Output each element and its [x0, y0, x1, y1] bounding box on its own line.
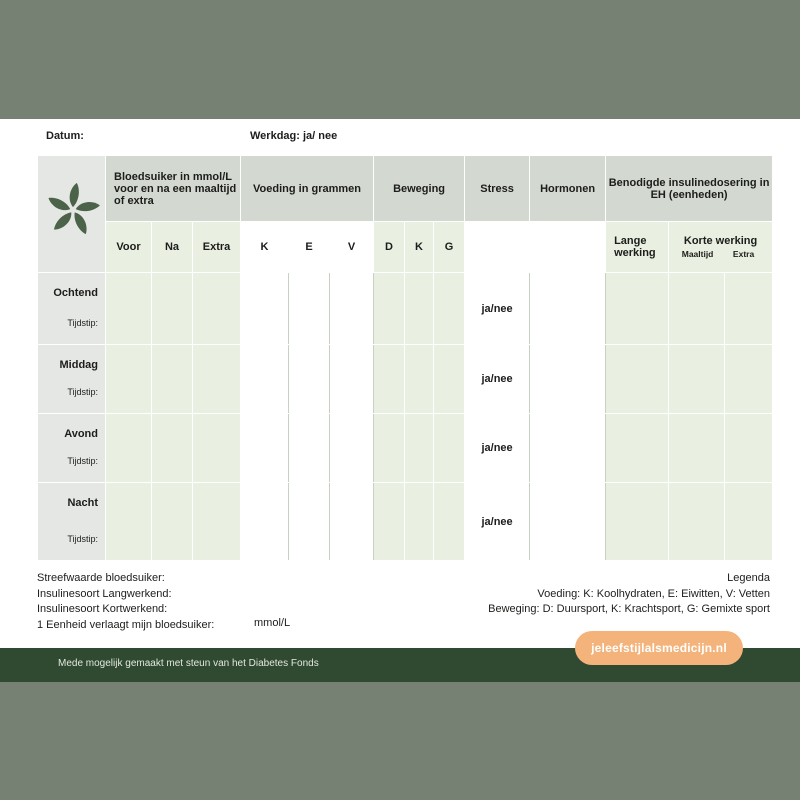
row-label: [38, 414, 106, 483]
subheader-d: D: [374, 222, 405, 273]
cell-stress[interactable]: ja/nee: [465, 483, 530, 561]
table-row: [38, 414, 773, 483]
note-unit: mmol/L: [254, 617, 291, 629]
datum-label: Datum:: [46, 130, 84, 142]
cell-hormonen[interactable]: [530, 483, 606, 561]
cell-k[interactable]: [241, 273, 289, 345]
row-name: Middag: [59, 359, 98, 371]
cell-maaltijd[interactable]: [669, 414, 725, 483]
subheader-stress-empty: [465, 222, 530, 273]
cell-stress[interactable]: ja/nee: [465, 414, 530, 483]
subheader-k: K: [241, 222, 289, 273]
row-label: [38, 345, 106, 414]
cell-korte-extra[interactable]: [725, 345, 773, 414]
cell-stress[interactable]: ja/nee: [465, 273, 530, 345]
cell-beweging-k[interactable]: [405, 483, 434, 561]
subheader-v: V: [330, 222, 374, 273]
cell-na[interactable]: [152, 483, 193, 561]
korte-extra: Extra: [732, 249, 755, 259]
header-beweging: Beweging: [374, 156, 465, 222]
cell-extra[interactable]: [193, 273, 241, 345]
cell-lange[interactable]: [606, 345, 669, 414]
subheader-g: G: [434, 222, 465, 273]
notes-block: [37, 571, 214, 633]
row-tijdstip: Tijdstip:: [67, 387, 98, 397]
legend-title: Legenda: [727, 572, 770, 584]
werkdag-label: Werkdag: ja/ nee: [250, 130, 338, 142]
brand-badge-link[interactable]: jeleefstijlalsmedicijn.nl: [575, 631, 743, 665]
cell-extra[interactable]: [193, 483, 241, 561]
leaf-logo-icon: [44, 181, 102, 239]
cell-d[interactable]: [374, 273, 405, 345]
cell-voor[interactable]: [106, 483, 152, 561]
cell-v[interactable]: [330, 345, 374, 414]
legend-voeding: Voeding: K: Koolhydraten, E: Eiwitten, V: Vetten: [537, 587, 770, 600]
cell-hormonen[interactable]: [530, 345, 606, 414]
row-label: [38, 273, 106, 345]
cell-korte-extra[interactable]: [725, 414, 773, 483]
cell-korte-extra[interactable]: [725, 273, 773, 345]
subheader-hormonen-empty: [530, 222, 606, 273]
cell-na[interactable]: [152, 345, 193, 414]
row-name: Ochtend: [53, 287, 98, 299]
cell-d[interactable]: [374, 345, 405, 414]
cell-k[interactable]: [241, 483, 289, 561]
cell-na[interactable]: [152, 273, 193, 345]
cell-maaltijd[interactable]: [669, 483, 725, 561]
header-bloedsuiker: Bloedsuiker in mmol/L voor en na een maaltijd of extra: [106, 156, 241, 222]
cell-extra[interactable]: [193, 414, 241, 483]
table-row: [38, 483, 773, 561]
cell-lange[interactable]: [606, 273, 669, 345]
row-label: [38, 483, 106, 561]
subheader-na: Na: [152, 222, 193, 273]
cell-g[interactable]: [434, 414, 465, 483]
table-row: [38, 273, 773, 345]
subheader-lange-werking: Lange werking: [606, 222, 669, 273]
row-name: Avond: [64, 428, 98, 440]
note-eenheid: 1 Eenheid verlaagt mijn bloedsuiker:: [37, 618, 215, 631]
cell-maaltijd[interactable]: [669, 345, 725, 414]
cell-k[interactable]: [241, 414, 289, 483]
cell-na[interactable]: [152, 414, 193, 483]
cell-d[interactable]: [374, 414, 405, 483]
cell-e[interactable]: [289, 345, 330, 414]
cell-hormonen[interactable]: [530, 273, 606, 345]
row-tijdstip: Tijdstip:: [67, 534, 98, 544]
cell-g[interactable]: [434, 345, 465, 414]
subheader-beweging-k: K: [405, 222, 434, 273]
legend-block: [488, 571, 770, 618]
footer-credit: Mede mogelijk gemaakt met steun van het Diabetes Fonds: [58, 658, 319, 669]
cell-beweging-k[interactable]: [405, 414, 434, 483]
cell-g[interactable]: [434, 273, 465, 345]
cell-v[interactable]: [330, 273, 374, 345]
cell-lange[interactable]: [606, 414, 669, 483]
header-hormonen: Hormonen: [530, 156, 606, 222]
korte-werking-title: Korte werking: [683, 235, 758, 247]
subheader-korte-werking: [669, 222, 773, 273]
cell-v[interactable]: [330, 483, 374, 561]
header-benodigde: Benodigde insulinedosering in EH (eenheden): [606, 156, 773, 222]
cell-v[interactable]: [330, 414, 374, 483]
table-row: [38, 345, 773, 414]
cell-stress[interactable]: ja/nee: [465, 345, 530, 414]
note-langwerkend: Insulinesoort Langwerkend:: [37, 587, 172, 600]
cell-hormonen[interactable]: [530, 414, 606, 483]
cell-lange[interactable]: [606, 483, 669, 561]
header-voeding: Voeding in grammen: [241, 156, 374, 222]
cell-voor[interactable]: [106, 345, 152, 414]
cell-d[interactable]: [374, 483, 405, 561]
row-tijdstip: Tijdstip:: [67, 318, 98, 328]
cell-k[interactable]: [241, 345, 289, 414]
log-table: [37, 155, 773, 561]
cell-e[interactable]: [289, 483, 330, 561]
subheader-voor: Voor: [106, 222, 152, 273]
cell-e[interactable]: [289, 273, 330, 345]
cell-beweging-k[interactable]: [405, 345, 434, 414]
cell-beweging-k[interactable]: [405, 273, 434, 345]
note-kortwerkend: Insulinesoort Kortwerkend:: [37, 603, 168, 615]
subheader-e: E: [289, 222, 330, 273]
legend-beweging: Beweging: D: Duursport, K: Krachtsport, G: Gemixte sport: [488, 603, 770, 615]
row-tijdstip: Tijdstip:: [67, 456, 98, 466]
note-streefwaarde: Streefwaarde bloedsuiker:: [37, 572, 165, 584]
cell-g[interactable]: [434, 483, 465, 561]
cell-voor[interactable]: [106, 273, 152, 345]
cell-voor[interactable]: [106, 414, 152, 483]
cell-maaltijd[interactable]: [669, 273, 725, 345]
header-stress: Stress: [465, 156, 530, 222]
subheader-extra: Extra: [193, 222, 241, 273]
cell-e[interactable]: [289, 414, 330, 483]
cell-extra[interactable]: [193, 345, 241, 414]
korte-maaltijd: Maaltijd: [681, 249, 714, 259]
row-name: Nacht: [67, 497, 98, 509]
cell-korte-extra[interactable]: [725, 483, 773, 561]
